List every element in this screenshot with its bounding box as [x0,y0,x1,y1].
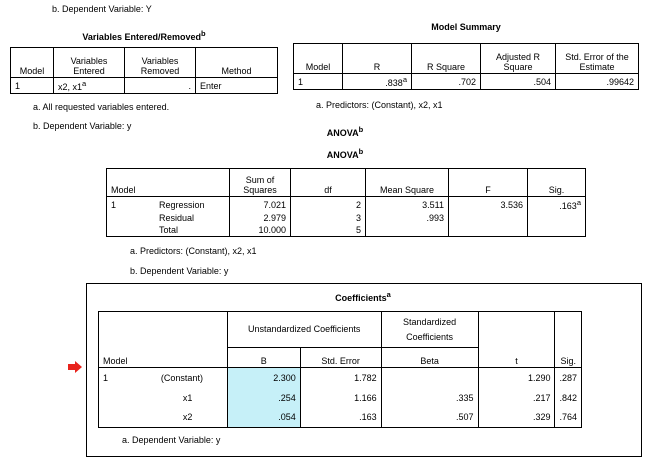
anova-cell-label: Regression [155,197,230,213]
ms-header-adj-rsquare: Adjusted R Square [481,44,556,74]
anova-cell-ms: 3.511 [366,197,449,213]
coef-cell-t: .217 [478,388,555,408]
variables-entered-title-sup: b [200,29,206,38]
coefficients-title [86,290,640,303]
anova-note-b: b. Dependent Variable: y [130,266,229,276]
coef-header-std-error: Std. Error [300,348,381,368]
anova-cell-ss: 10.000 [230,224,291,237]
anova-header-ms: Mean Square [366,169,449,197]
coef-cell-label: x2 [157,408,227,428]
dependent-variable-note-top: b. Dependent Variable: Y [52,4,152,14]
ve-note-b: b. Dependent Variable: y [33,121,132,131]
ve-cell-entered [54,78,125,94]
ms-cell-adj-rsquare: .504 [481,74,556,90]
coefficients-table [98,311,582,428]
anova-header-blank [155,169,230,197]
variables-entered-title-text: Variables Entered/Removed [82,32,201,42]
ve-cell-removed: . [125,78,196,94]
ve-header-model: Model [11,48,54,78]
coef-header-unstd: Unstandardized Coefficients [227,312,381,348]
ms-cell-std-error: .99642 [556,74,639,90]
anova-cell-label: Residual [155,212,230,224]
ve-note-a: a. All requested variables entered. [33,102,170,112]
ve-header-method: Method [196,48,278,78]
anova-table [106,168,586,237]
coef-cell-beta: .335 [381,388,478,408]
anova-cell-ss: 2.979 [230,212,291,224]
anova-cell-sig-sup: a [576,198,581,207]
ms-cell-r-sup: a [402,75,407,84]
table-row [99,368,582,388]
ms-header-model: Model [294,44,343,74]
anova-cell-ms: .993 [366,212,449,224]
coef-cell-label: (Constant) [157,368,227,388]
anova-cell-model [107,212,156,224]
anova-cell-df: 3 [291,212,366,224]
anova-header-f: F [449,169,528,197]
anova-title [290,147,400,160]
anova-cell-f [449,224,528,237]
anova-header-df: df [291,169,366,197]
coef-header-t: t [478,312,555,368]
ve-cell-entered-text: x2, x1 [58,82,83,92]
anova-cell-df: 2 [291,197,366,213]
coef-cell-t: 1.290 [478,368,555,388]
coef-header-sig: Sig. [555,312,582,368]
ve-header-entered: Variables Entered [54,48,125,78]
arrow-right-shape [68,361,82,373]
anova-cell-sig [528,212,586,224]
anova-cell-sig [528,197,586,213]
anova-heading [290,125,400,138]
ms-note-a: a. Predictors: (Constant), x2, x1 [316,100,443,110]
anova-cell-model: 1 [107,197,156,213]
table-row [107,224,586,237]
ms-cell-rsquare: .702 [412,74,481,90]
arrow-right-icon [68,361,82,373]
anova-cell-ss: 7.021 [230,197,291,213]
anova-title-sup: b [358,147,364,156]
ve-cell-method: Enter [196,78,278,94]
anova-cell-df: 5 [291,224,366,237]
coef-cell-se: 1.166 [300,388,381,408]
ve-cell-model: 1 [11,78,54,94]
model-summary-title: Model Summary [431,22,501,32]
model-summary-table [293,43,639,90]
coef-cell-sig: .287 [555,368,582,388]
variables-entered-title [10,29,278,42]
coef-cell-model: 1 [99,368,157,388]
coef-cell-model [99,408,157,428]
coef-header-blank [157,312,227,368]
table-row [107,212,586,224]
coef-cell-beta [381,368,478,388]
coef-cell-sig: .764 [555,408,582,428]
anova-header-ss: Sum of Squares [230,169,291,197]
anova-heading-sup: b [358,125,364,134]
coef-cell-se: 1.782 [300,368,381,388]
anova-header-sig: Sig. [528,169,586,197]
anova-title-text: ANOVA [326,150,359,160]
table-row [107,197,586,213]
ms-cell-model: 1 [294,74,343,90]
coef-note-a: a. Dependent Variable: y [122,435,221,445]
coef-cell-beta: .507 [381,408,478,428]
ms-header-r: R [343,44,412,74]
anova-cell-label: Total [155,224,230,237]
anova-note-a: a. Predictors: (Constant), x2, x1 [130,246,257,256]
coef-header-b: B [227,348,300,368]
anova-cell-f: 3.536 [449,197,528,213]
coef-cell-b: .054 [227,408,300,428]
variables-entered-table [10,47,278,94]
table-row [99,408,582,428]
ve-header-removed: Variables Removed [125,48,196,78]
anova-cell-model [107,224,156,237]
anova-cell-sig-text: .163 [559,201,577,211]
coefficients-title-sup: a [386,290,391,299]
anova-cell-ms [366,224,449,237]
coef-header-beta: Beta [381,348,478,368]
table-row [99,388,582,408]
ve-cell-entered-sup: a [82,79,87,88]
coef-header-model: Model [99,312,157,368]
coefficients-title-text: Coefficients [335,293,387,303]
ms-cell-r [343,74,412,90]
coef-cell-model [99,388,157,408]
coef-cell-b: .254 [227,388,300,408]
coef-header-std: Standardized Coefficients [381,312,478,348]
anova-cell-f [449,212,528,224]
ms-cell-r-text: .838 [385,78,403,88]
coef-cell-sig: .842 [555,388,582,408]
anova-header-model: Model [107,169,156,197]
anova-heading-text: ANOVA [326,128,359,138]
ms-header-rsquare: R Square [412,44,481,74]
coef-cell-se: .163 [300,408,381,428]
coef-cell-b: 2.300 [227,368,300,388]
coef-cell-t: .329 [478,408,555,428]
anova-cell-sig [528,224,586,237]
ms-header-std-error: Std. Error of the Estimate [556,44,639,74]
coef-cell-label: x1 [157,388,227,408]
